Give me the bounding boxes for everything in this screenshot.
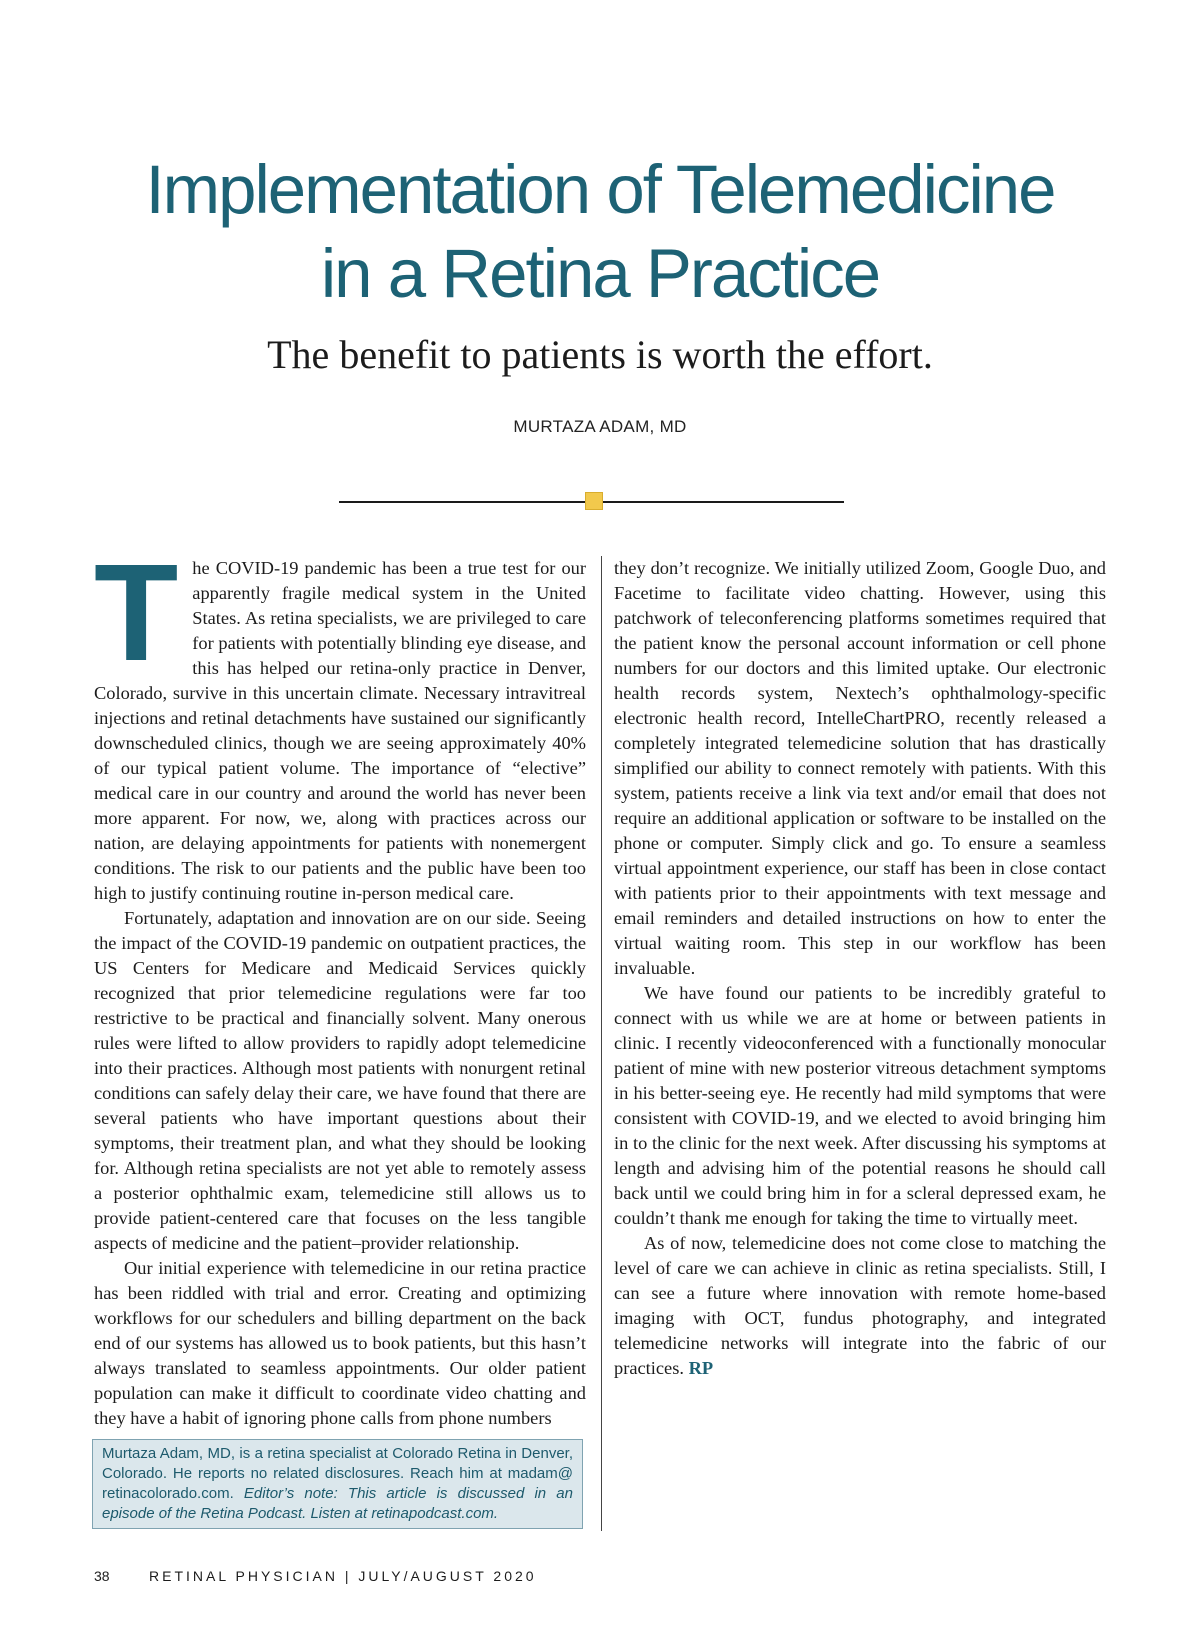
body-paragraph-5 <box>614 1231 1106 1381</box>
body-paragraph-3-continued: they don’t recognize. We initially utilized Zoom, Google Duo, and Facetime to facilitate video chatting. However, using this patchwork of teleconferencing platforms sometimes required that the patient know the personal account information or cell phone numbers for our doctors and this limited uptake. Our electronic health records system, Nextech’s ophthalmology-specific electronic health record, IntelleChartPRO, recently released a completely integrated telemedicine solution that has drastically simplified our ability to connect remotely with patients. With this system, patients receive a link via text and/or email that does not require an additional application or software to be installed on the phone or computer. Simply click and go. To ensure a seamless virtual appointment experience, our staff has been in close contact with patients prior to their appointments with text message and email reminders and detailed instructions on how to enter the virtual waiting room. This step in our workflow has been invaluable. <box>614 558 1106 978</box>
article-title <box>60 148 1140 316</box>
author-byline: MURTAZA ADAM, MD <box>513 417 687 436</box>
page-number: 38 <box>94 1568 110 1584</box>
article-title-line2: in a Retina Practice <box>320 235 880 312</box>
drop-cap: T <box>94 536 179 690</box>
body-column-right <box>614 556 1106 1381</box>
end-mark: RP <box>688 1358 714 1378</box>
column-rule <box>601 556 602 1531</box>
article-subtitle: The benefit to patients is worth the effort. <box>267 332 933 377</box>
editors-note: Editor’s note: This article is discussed in an episode of the Retina Podcast. Listen at retinapodcast.com. <box>102 1485 573 1522</box>
body-paragraph-5-text: As of now, telemedicine does not come close to matching the level of care we can achieve in clinic as retina specialists. Still, I can see a future where innovation with remote home-based imaging with OCT, fundus photography, and integrated telemedicine networks will integrate into the fabric of our practices. <box>614 1233 1106 1378</box>
page-footer <box>94 1568 537 1584</box>
publication-issue: RETINAL PHYSICIAN | JULY/AUGUST 2020 <box>149 1568 537 1584</box>
author-bio-text: Murtaza Adam, MD, is a retina specialist at Colorado Retina in Denver, Colorado. He reports no related disclosures. Reach him at madam@ retinacolorado.com. <box>102 1445 573 1502</box>
article-title-line1: Implementation of Telemedicine <box>145 151 1055 228</box>
body-paragraph-4: We have found our patients to be incredibly grateful to connect with us while we are at home or between patients in clinic. I recently videoconferenced with a functionally monocular patient of mine with new posterior vitreous detachment symptoms in his better-seeing eye. He recently had mild symptoms that were consistent with COVID-19, and we elected to avoid bringing him in to the clinic for the next week. After discussing his symptoms at length and advising him of the potential reasons he should call back until we could bring him in for a scleral depressed exam, he couldn’t thank me enough for taking the time to virtually meet. <box>614 983 1106 1228</box>
body-paragraph-1 <box>94 536 586 906</box>
body-paragraph-3: Our initial experience with telemedicine in our retina practice has been riddled with trial and error. Creating and optimizing workflows for our schedulers and billing department on the back end of our systems has allowed us to book patients, but this hasn’t always translated to seamless appointments. Our older patient population can make it difficult to coordinate video chatting and they have a habit of ignoring phone calls from phone numbers <box>94 1258 586 1428</box>
author-bio-box <box>92 1439 583 1529</box>
body-column-left <box>94 536 586 1431</box>
body-paragraph-1-text: he COVID-19 pandemic has been a true test for our apparently fragile medical system in the United States. As retina specialists, we are privileged to care for patients with potentially blinding eye disease, and this has helped our retina-only practice in Denver, Colorado, survive in this uncertain climate. Necessary intravitreal injections and retinal detachments have sustained our significantly downscheduled clinics, though we are seeing approximately 40% of our typical patient volume. The importance of “elective” medical care in our country and around the world has never been more apparent. For now, we, along with practices across our nation, are delaying appointments for patients with nonemergent conditions. The risk to our patients and the public have been too high to justify continuing routine in-person medical care. <box>94 558 586 903</box>
divider-ornament <box>585 492 603 510</box>
body-paragraph-2: Fortunately, adaptation and innovation are on our side. Seeing the impact of the COVID-19 pandemic on outpatient practices, the US Centers for Medicare and Medicaid Services quickly recognized that prior telemedicine regulations were far too restrictive to be practical and financially solvent. Many onerous rules were lifted to allow providers to rapidly adopt telemedicine into their practices. Although most patients with nonurgent retinal conditions can safely delay their care, we have found that there are several patients who have important questions about their symptoms, their treatment plan, and what they should be looking for. Although retina specialists are not yet able to remotely assess a posterior ophthalmic exam, telemedicine still allows us to provide patient-centered care that focuses on the less tangible aspects of medicine and the patient–provider relationship. <box>94 908 586 1253</box>
